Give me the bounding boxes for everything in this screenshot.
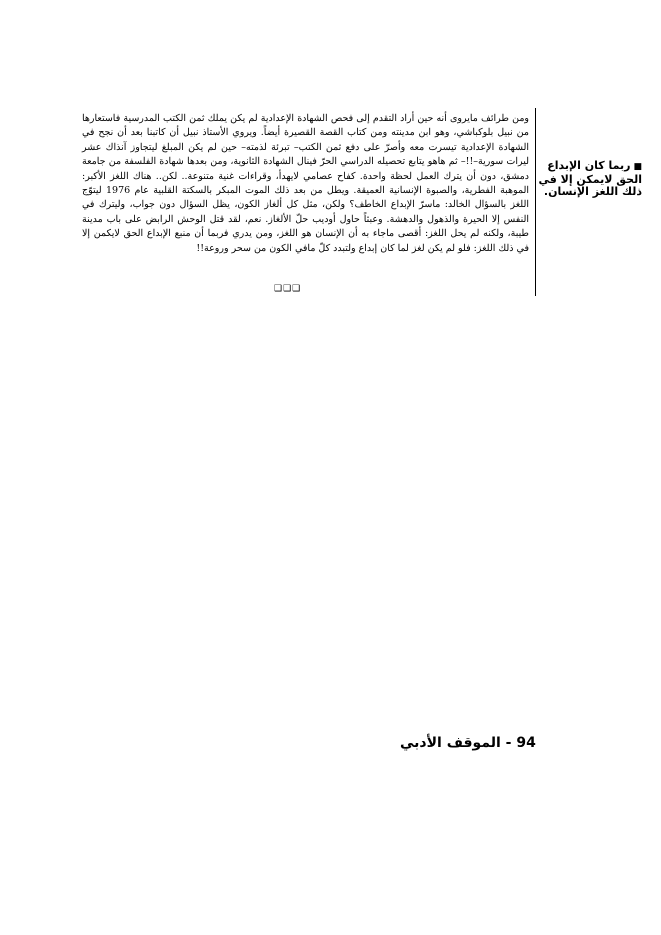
article-body bbox=[82, 112, 529, 256]
column-divider bbox=[535, 108, 536, 296]
square-bullet-icon: ■ bbox=[633, 162, 642, 172]
article-paragraph: ومن طرائف مايروى أنه حين أراد التقدم إلى فحص الشهادة الإعدادية لم يكن يملك ثمن الكتب المدرسية فاستعارها من نبيل بلوكباشي، وهو ابن مدينته ومن كتاب القصة القصيرة أيضاً. ويروي الأستاذ نبيل أن كاتبنا بعد أن نجح في الشهادة الإعدادية تيسرت معه وأصرّ على دفع ثمن الكتب– تبرئة لذمته– حين لم يكن المبلغ ليتجاوز آنذاك عشر ليرات سورية–!!– ثم هاهو يتابع تحصيله الدراسي الحرّ فينال الشهادة الثانوية، ومن بعدها شهادة الفلسفة من جامعة دمشق، دون أن يترك العمل لحظة واحدة. كفاح عصامي لايهدأ، وقراءات غنية متنوعة.. لكن.. هناك اللغز الأكبر: الموهبة الفطرية، والصبوة الإنسانية العميقة. ويطل من بعد ذلك الموت المبكر بالسكتة القلبية عام 1976 ليتوّج اللغز بالسؤال الخالد: ماسرّ الإبداع الخاطف؟ ولكن، مثل كل ألغاز الكون، يظل السؤال دون جواب، وليترك في النفس إلا الحيرة والذهول والدهشة. وعبثاً حاول أوديب حلّ الألغاز. نعم، لقد قتل الوحش الرابض على باب مدينة طيبة، ولكنه لم يحل اللغز: أقصى ماجاء به أن الإنسان هو اللغز، ومن يدري فربما أن منبع الإبداع الحق لايكمن إلا في ذلك اللغز: فلو لم يكن لغز لما كان إبداع ولتبدد كلّ مافي الكون من سحر وروعة!! bbox=[82, 113, 529, 254]
pull-quote-text: ربما كان الإبداع الحق لايمكن إلا في ذلك اللغز الإنسان. bbox=[538, 159, 642, 198]
section-end-ornament: ❑❑❑ bbox=[274, 284, 302, 294]
page-footer: 94 - الموقف الأدبي bbox=[400, 735, 536, 751]
pull-quote bbox=[538, 160, 642, 199]
